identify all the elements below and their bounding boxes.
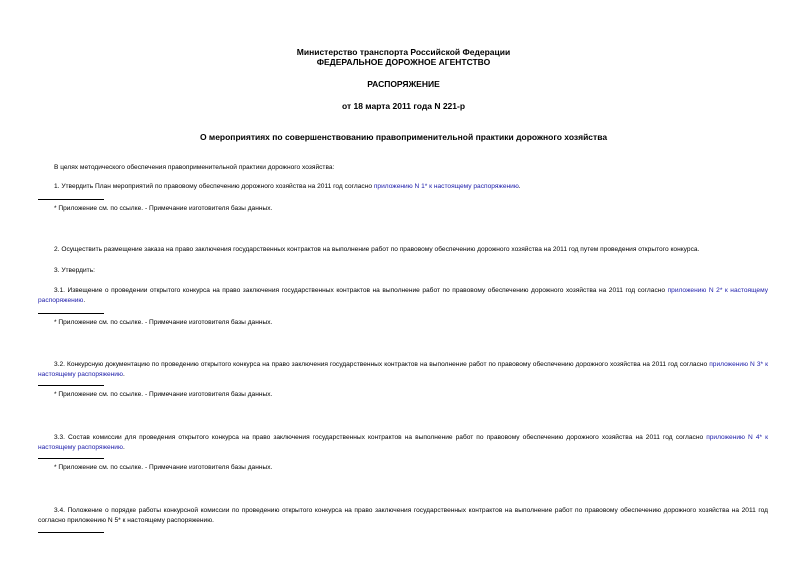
intro-paragraph: В целях методического обеспечения правоприменительной практики дорожного хозяйства: bbox=[54, 164, 335, 171]
paragraph-3-1-end: . bbox=[83, 296, 86, 304]
footnote-divider bbox=[38, 532, 104, 533]
paragraph-3-2 bbox=[38, 360, 768, 379]
document-title: О мероприятиях по совершенствованию правоприменительной практики дорожного хозяйства bbox=[199, 132, 608, 142]
agency-heading: ФЕДЕРАЛЬНОЕ ДОРОЖНОЕ АГЕНТСТВО bbox=[316, 57, 491, 67]
paragraph-3-3-end: . bbox=[122, 443, 125, 451]
appendix-3-link[interactable]: приложению N 3* к настоящему распоряжению bbox=[38, 361, 768, 378]
appendix-4-link[interactable]: приложению N 4* к настоящему распоряжению bbox=[38, 434, 768, 451]
paragraph-2: 2. Осуществить размещение заказа на право заключения государственных контрактов на выполнение работ по правовому обеспечению дорожного хозяйства на 2011 год путем проведения открытого конкурса. bbox=[54, 246, 700, 253]
paragraph-3-1 bbox=[38, 286, 768, 305]
footnote-1: * Приложение см. по ссылке. - Примечание изготовителя базы данных. bbox=[54, 205, 273, 212]
paragraph-1 bbox=[38, 182, 768, 192]
paragraph-3-3-text: 3.3. Состав комиссии для проведения открытого конкурса на право заключения государственных контрактов на выполнение работ по правовому обеспечению дорожного хозяйства на 2011 год согласно bbox=[54, 434, 707, 441]
footnote-4: * Приложение см. по ссылке. - Примечание изготовителя базы данных. bbox=[54, 464, 273, 471]
document-type: РАСПОРЯЖЕНИЕ bbox=[367, 79, 440, 89]
appendix-1-link[interactable]: приложению N 1* к настоящему распоряжению bbox=[373, 183, 519, 190]
paragraph-1-end: . bbox=[518, 183, 521, 190]
paragraph-1-text: 1. Утвердить План мероприятий по правовому обеспечению дорожного хозяйства на 2011 год согласно bbox=[54, 183, 374, 190]
paragraph-3-2-text: 3.2. Конкурсную документацию по проведению открытого конкурса на право заключения государственных контрактов на выполнение работ по правовому обеспечению дорожного хозяйства на 2011 год согласно bbox=[54, 361, 710, 368]
footnote-divider bbox=[38, 199, 104, 200]
footnote-divider bbox=[38, 458, 104, 459]
document-date-number: от 18 марта 2011 года N 221-р bbox=[341, 101, 466, 111]
footnote-divider bbox=[38, 313, 104, 314]
paragraph-3-2-end: . bbox=[122, 370, 125, 378]
footnote-2: * Приложение см. по ссылке. - Примечание изготовителя базы данных. bbox=[54, 319, 273, 326]
footnote-divider bbox=[38, 385, 104, 386]
footnote-3: * Приложение см. по ссылке. - Примечание изготовителя базы данных. bbox=[54, 391, 273, 398]
ministry-heading: Министерство транспорта Российской Федерации bbox=[296, 47, 511, 57]
paragraph-3-1-text: 3.1. Извещение о проведении открытого конкурса на право заключения государственных контрактов на выполнение работ по правовому обеспечению дорожного хозяйства на 2011 год согласно bbox=[54, 287, 668, 294]
paragraph-3: 3. Утвердить: bbox=[54, 267, 95, 274]
paragraph-3-3 bbox=[38, 433, 768, 452]
paragraph-3-4: 3.4. Положение о порядке работы конкурсной комиссии по проведению открытого конкурса на право заключения государственных контрактов на выполнение работ по правовому обеспечению дорожного хозяйства на 2011 год согласно приложению N 5* к настоящему распоряжению. bbox=[38, 507, 768, 524]
appendix-2-link[interactable]: приложению N 2* к настоящему распоряжению bbox=[38, 287, 769, 304]
